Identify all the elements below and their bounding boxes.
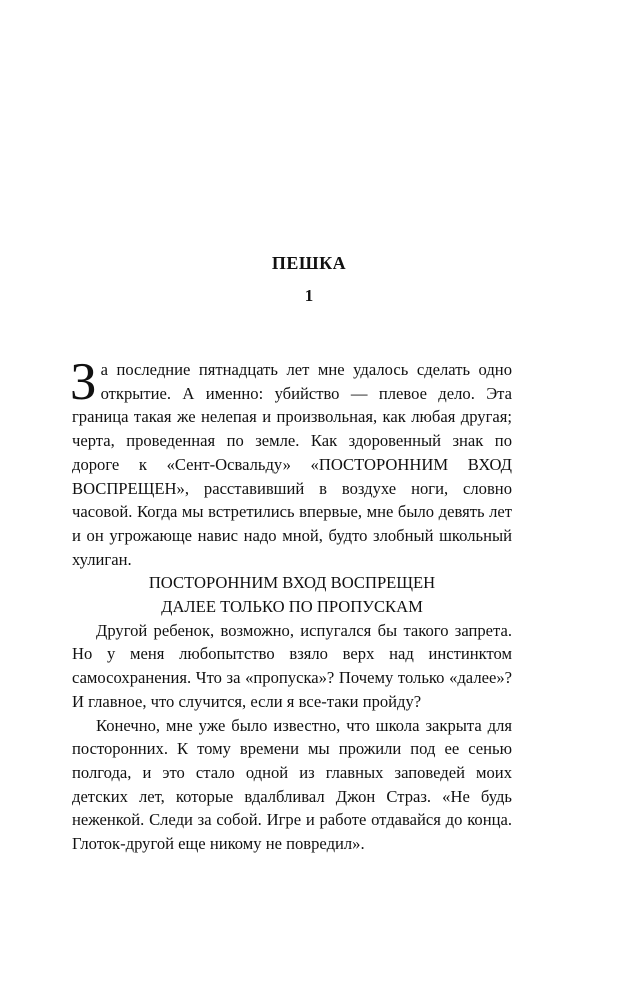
sign-line-1: ПОСТОРОННИМ ВХОД ВОСПРЕЩЕН — [148, 573, 436, 593]
paragraph-1-text: а последние пятнадцать лет мне удалось сделать одно открытие. А именно: убийство — плевое дело. Эта граница такая же нелепая и произвольная, как любая другая; черта, проведенная по земле. Как здоровенный знак по дороге к «Сент-Освальду» «ПОСТОРОННИМ ВХОД ВОСПРЕЩЕН», расставивший в воздухе ноги, словно часовой. Когда мы встретились впервые, мне было девять лет и он угрожающе навис надо мной, будто злобный школьный хулиган. — [72, 360, 512, 569]
paragraph-2: Другой ребенок, возможно, испугался бы такого запрета. Но у меня любопытство взяло верх над инстинктом самосохранения. Что за «пропуска»? Почему только «далее»? И главное, что случится, если я все-таки пройду? — [72, 620, 512, 711]
paragraph-1 — [70, 353, 512, 571]
paragraph-3: Конечно, мне уже было известно, что школа закрыта для посторонних. К тому времени мы прожили под ее сенью полгода, и это стало одной из главных заповедей моих детских лет, которые вдалбливал Джон Страз. «Не будь неженкой. Следи за собой. Игре и работе отдавайся до конца. Глоток-другой еще никому не повредил». — [72, 715, 512, 854]
page-body — [70, 353, 512, 856]
sign-line-2: ДАЛЕЕ ТОЛЬКО ПО ПРОПУСКАМ — [161, 597, 423, 617]
chapter-title: ПЕШКА — [271, 253, 347, 273]
chapter-number: 1 — [304, 286, 314, 305]
drop-cap: З — [70, 353, 97, 411]
